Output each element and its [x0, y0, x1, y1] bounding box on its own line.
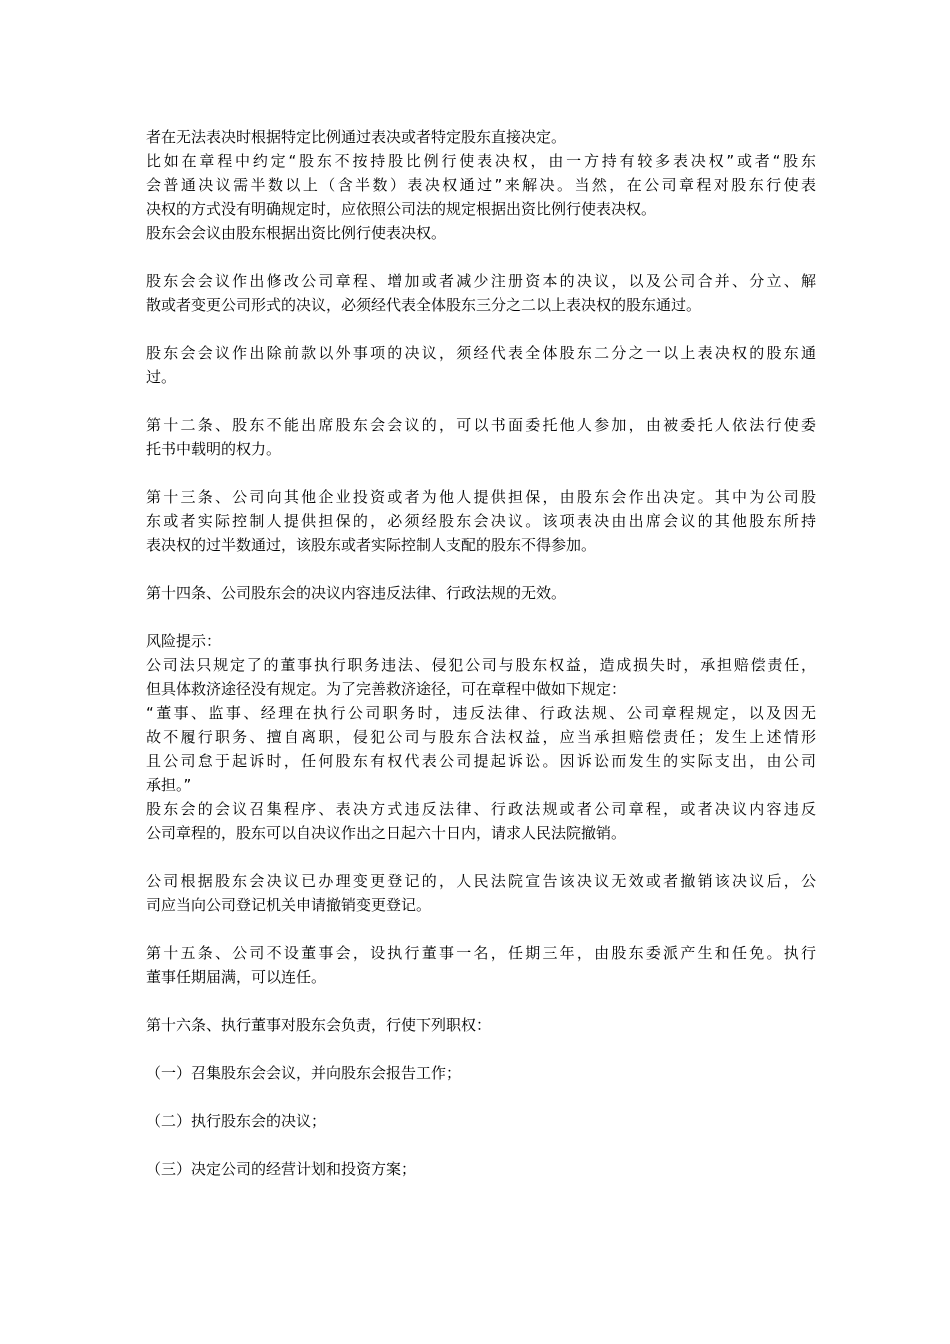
text-line: “董事、监事、经理在执行公司职务时，违反法律、行政法规、公司章程规定，以及因无	[146, 704, 816, 722]
text-line: 第十三条、公司向其他企业投资或者为他人提供担保，由股东会作出决定。其中为公司股	[146, 488, 816, 506]
text-line: 公司法只规定了的董事执行职务违法、侵犯公司与股东权益，造成损失时，承担赔偿责任，	[146, 656, 816, 674]
blank-line	[146, 245, 816, 269]
blank-line	[146, 461, 816, 485]
text-line: 公司章程的，股东可以自决议作出之日起六十日内，请求人民法院撤销。	[146, 824, 627, 842]
text-line: 股东会的会议召集程序、表决方式违反法律、行政法规或者公司章程，或者决议内容违反	[146, 800, 816, 818]
blank-line	[146, 389, 816, 413]
text-line: 风险提示：	[146, 632, 222, 650]
text-line: 第十四条、公司股东会的决议内容违反法律、行政法规的无效。	[146, 584, 567, 602]
text-line: 第十六条、执行董事对股东会负责，行使下列职权：	[146, 1016, 492, 1034]
text-line: （二）执行股东会的决议；	[146, 1112, 327, 1130]
text-line: 第十五条、公司不设董事会，设执行董事一名，任期三年，由股东委派产生和任免。执行	[146, 944, 816, 962]
blank-line	[146, 557, 816, 581]
text-line: 会普通决议需半数以上（含半数）表决权通过”来解决。当然，在公司章程对股东行使表	[146, 176, 816, 194]
text-line: 第十二条、股东不能出席股东会会议的，可以书面委托他人参加，由被委托人依法行使委	[146, 416, 816, 434]
text-line: 股东会会议由股东根据出资比例行使表决权。	[146, 224, 447, 242]
blank-line	[146, 1037, 816, 1061]
text-line: 但具体救济途径没有规定。为了完善救济途径，可在章程中做如下规定：	[146, 680, 627, 698]
blank-line	[146, 605, 816, 629]
text-line: 董事任期届满，可以连任。	[146, 968, 327, 986]
text-line: 过。	[146, 368, 177, 386]
text-line: 故不履行职务、擅自离职，侵犯公司与股东合法权益，应当承担赔偿责任；发生上述情形	[146, 728, 816, 746]
text-line: 表决权的过半数通过，该股东或者实际控制人支配的股东不得参加。	[146, 536, 597, 554]
blank-line	[146, 1085, 816, 1109]
text-line: 比如在章程中约定“股东不按持股比例行使表决权，由一方持有较多表决权”或者“股东	[146, 152, 816, 170]
blank-line	[146, 317, 816, 341]
text-line: 且公司怠于起诉时，任何股东有权代表公司提起诉讼。因诉讼而发生的实际支出，由公司	[146, 752, 816, 770]
document-body	[146, 125, 816, 1181]
text-line: 托书中载明的权力。	[146, 440, 282, 458]
blank-line	[146, 989, 816, 1013]
text-line: 司应当向公司登记机关申请撤销变更登记。	[146, 896, 432, 914]
text-line: 公司根据股东会决议已办理变更登记的，人民法院宣告该决议无效或者撤销该决议后，公	[146, 872, 816, 890]
text-line: （三）决定公司的经营计划和投资方案；	[146, 1160, 417, 1178]
blank-line	[146, 845, 816, 869]
text-line: 股东会会议作出除前款以外事项的决议，须经代表全体股东二分之一以上表决权的股东通	[146, 344, 816, 362]
text-line: 者在无法表决时根据特定比例通过表决或者特定股东直接决定。	[146, 128, 567, 146]
blank-line	[146, 917, 816, 941]
text-line: 股东会会议作出修改公司章程、增加或者减少注册资本的决议，以及公司合并、分立、解	[146, 272, 816, 290]
text-line: 承担。”	[146, 776, 192, 794]
text-line: （一）召集股东会会议，并向股东会报告工作；	[146, 1064, 462, 1082]
text-line: 散或者变更公司形式的决议，必须经代表全体股东三分之二以上表决权的股东通过。	[146, 296, 702, 314]
text-line: 东或者实际控制人提供担保的，必须经股东会决议。该项表决由出席会议的其他股东所持	[146, 512, 816, 530]
blank-line	[146, 1133, 816, 1157]
text-line: 决权的方式没有明确规定时，应依照公司法的规定根据出资比例行使表决权。	[146, 200, 657, 218]
